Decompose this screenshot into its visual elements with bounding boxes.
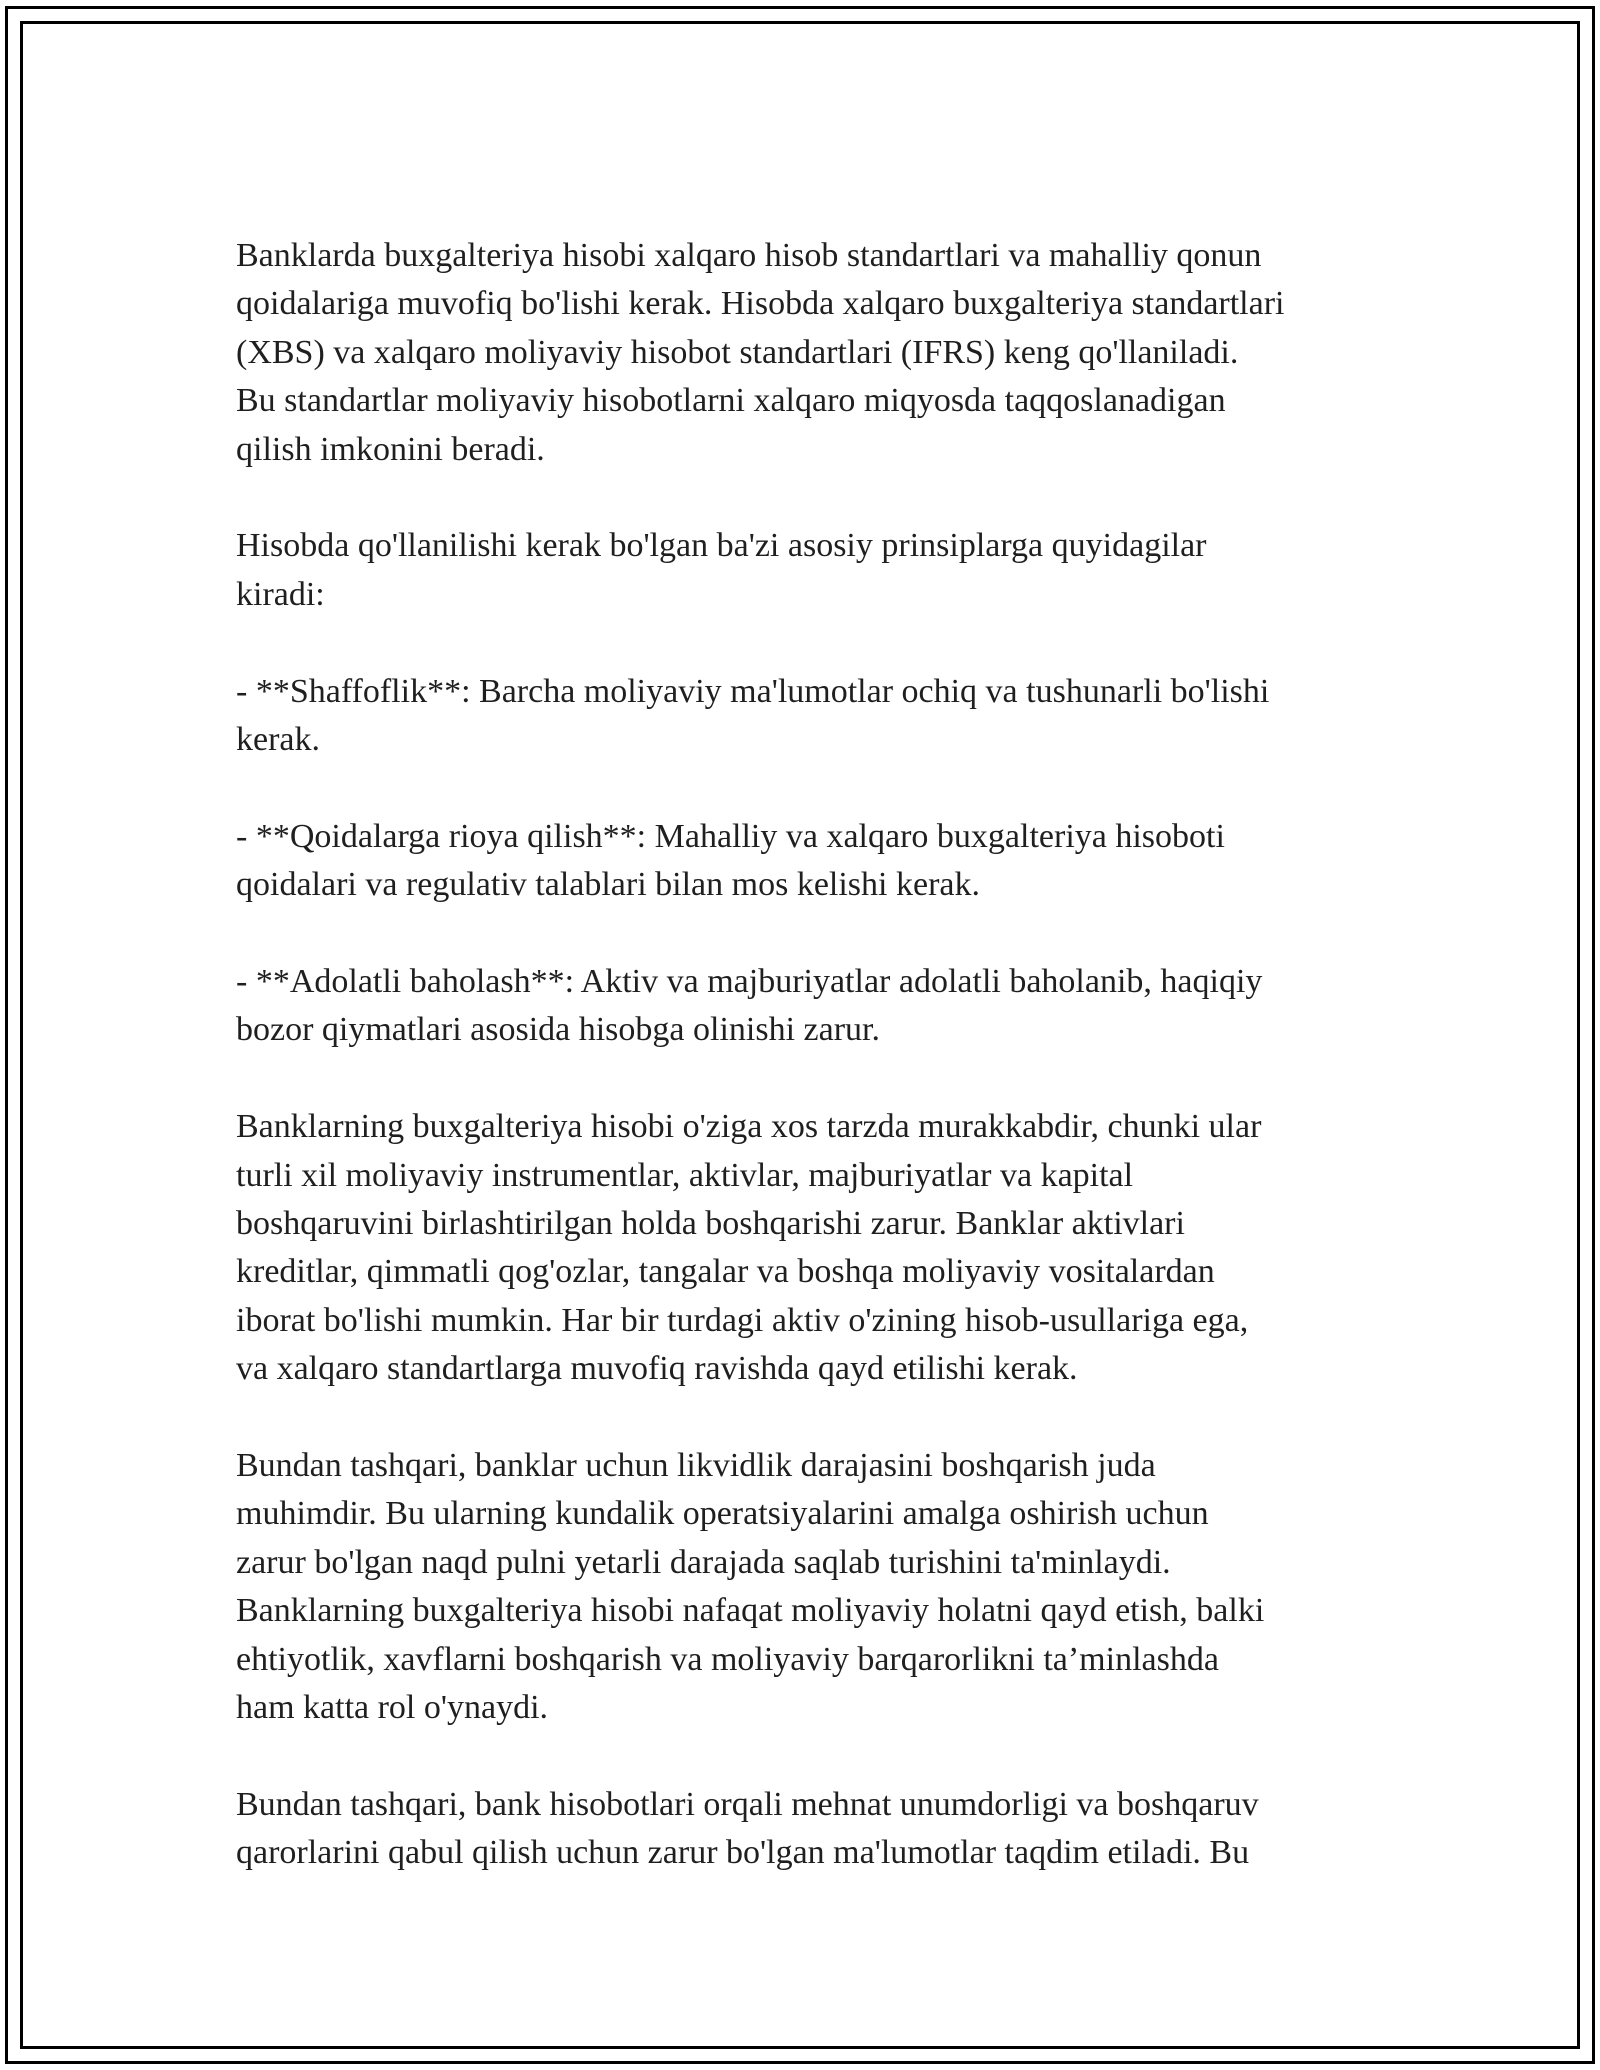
paragraph-complexity: Banklarning buxgalteriya hisobi o'ziga xos tarzda murakkabdir, chunki ular turli xil moliyaviy instrumentlar, aktivlar, majburiyatlar va kapital boshqaruvini birlashtirilgan holda boshqarishi zarur. Banklar aktivlari kreditlar, qimmatli qog'ozlar, tangalar va boshqa moliyaviy vositalardan iborat bo'lishi mumkin. Har bir turdagi aktiv o'zining hisob-usullariga ega, va xalqaro standartlarga muvofiq ravishda qayd etilishi kerak. (236, 1108, 1262, 1388)
list-item-shaffoflik: - **Shaffoflik**: Barcha moliyaviy ma'lumotlar ochiq va tushunarli bo'lishi kerak. (236, 672, 1270, 759)
document-body (236, 232, 1386, 1926)
paragraph-intro: Banklarda buxgalteriya hisobi xalqaro hisob standartlari va mahalliy qonun qoidalariga muvofiq bo'lishi kerak. Hisobda xalqaro buxgalteriya standartlari (XBS) va xalqaro moliyaviy hisobot standartlari (IFRS) keng qo'llaniladi. Bu standartlar moliyaviy hisobotlarni xalqaro miqyosda taqqoslanadigan qilish imkonini beradi. (236, 237, 1285, 468)
paragraph-liquidity: Bundan tashqari, banklar uchun likvidlik darajasini boshqarish juda muhimdir. Bu ularning kundalik operatsiyalarini amalga oshirish uchun zarur bo'lgan naqd pulni yetarli darajada saqlab turishini ta'minlaydi. Banklarning buxgalteriya hisobi nafaqat moliyaviy holatni qayd etish, balki ehtiyotlik, xavflarni boshqarish va moliyaviy barqarorlikni ta’minlashda ham katta rol o'ynaydi. (236, 1447, 1265, 1727)
list-item-adolatli-baholash: - **Adolatli baholash**: Aktiv va majburiyatlar adolatli baholanib, haqiqiy bozor qiymatlari asosida hisobga olinishi zarur. (236, 963, 1263, 1049)
paragraph-principles-intro: Hisobda qo'llanilishi kerak bo'lgan ba'zi asosiy prinsiplarga quyidagilar kiradi: (236, 527, 1207, 613)
list-item-qoidalarga-rioya: - **Qoidalarga rioya qilish**: Mahalliy va xalqaro buxgalteriya hisoboti qoidalari va regulativ talablari bilan mos kelishi kerak. (236, 817, 1225, 904)
paragraph-reporting: Bundan tashqari, bank hisobotlari orqali mehnat unumdorligi va boshqaruv qarorlarini qabul qilish uchun zarur bo'lgan ma'lumotlar taqdim etiladi. Bu (236, 1785, 1259, 1872)
